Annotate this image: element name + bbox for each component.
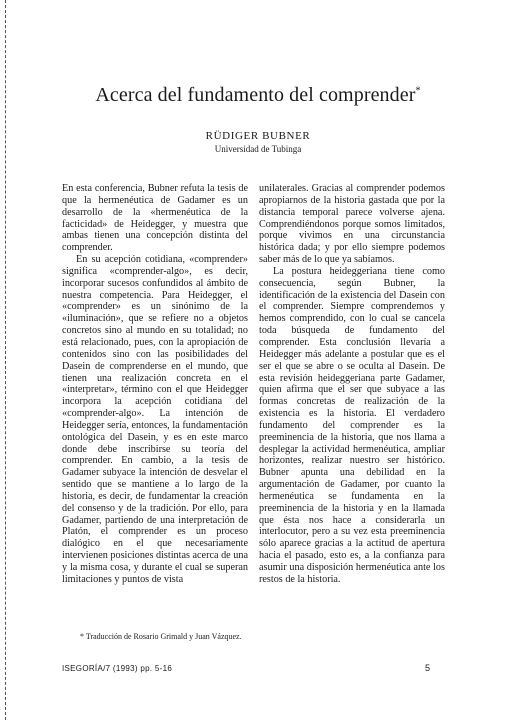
title-footnote-marker: * bbox=[415, 85, 421, 97]
paragraph: En esta conferencia, Bubner refuta la tesis de que la hermenéutica de Gadamer es un desarrollo de la «hermenéutica de la facticidad» de Heidegger, y muestra que ambas tienen una concepción distinta del comprender. bbox=[62, 183, 248, 254]
paragraph: unilaterales. Gracias al comprender podemos apropiarnos de la historia gastada que por la distancia temporal parece volverse ajena. Comprendiéndonos porque somos limitados, porque vivimos en una circunstancia histórica dada; y por ello siempre podemos saber más de lo que ya sabíamos. bbox=[259, 183, 445, 266]
page-margin-rule bbox=[5, 0, 6, 720]
abstract-column-right bbox=[259, 183, 445, 586]
abstract-column-left bbox=[62, 183, 248, 586]
footnote: * Traducción de Rosario Grimald y Juan Vázquez. bbox=[80, 632, 242, 641]
paragraph: La postura heideggeriana tiene como consecuencia, según Bubner, la identificación de la existencia del Dasein con el comprender. Siempre comprendemos y hemos comprendido, con lo cual se cancela toda búsqueda de fundamento del comprender. Esta conclusión llevaría a Heidegger más adelante a postular que es el ser el que se abre o se oculta al Dasein. De esta revisión heideggeriana parte Gadamer, quien afirma que el ser que subyace a las formas concretas de realización de la existencia es la historia. El verdadero fundamento del comprender es la preeminencia de la historia, que nos llama a desplegar la actividad hermenéutica, ampliar horizontes, realizar nuestro ser histórico. Bubner apunta una debilidad en la argumentación de Gadamer, por cuanto la hermenéutica se fundamenta en la preeminencia de la historia y en la llamada que ésta nos hace a considerarla un interlocutor, pero a su vez esta preeminencia sólo aparece gracias a la actitud de apertura hacia el pasado, esto es, a la confianza para asumir una disposición hermenéutica ante los restos de la historia. bbox=[259, 265, 445, 585]
paragraph: En su acepción cotidiana, «comprender» significa «comprender-algo», es decir, incorporar sucesos confundidos al ámbito de nuestra competencia. Para Heidegger, el «comprender» es un sinónimo de la «iluminación», que se refiere no a objetos concretos sino al mundo en su totalidad; no está relacionado, pues, con la apropiación de contenidos sino con las posibilidades del Dasein de comprenderse en el mundo, que tienen una realización concreta en el «interpretar», término con el que Heidegger incorpora la acepción cotidiana del «comprender-algo». La intención de Heidegger sería, entonces, la fundamentación ontológica del Dasein, y es en este marco donde debe inscribirse su teoría del comprender. En cambio, a la tesis de Gadamer subyace la intención de desvelar el sentido que se mantiene a lo largo de la historia, es decir, de fundamentar la creación del consenso y de la tradición. Por ello, para Gadamer, partiendo de una interpretación de Platón, el comprender es un proceso dialógico en el que necesariamente intervienen posiciones distintas acerca de una y la misma cosa, y durante el cual se superan limitaciones y puntos de vista bbox=[62, 254, 248, 585]
article-title bbox=[0, 84, 516, 107]
author-name: RÜDIGER BUBNER bbox=[205, 130, 311, 142]
title-text: Acerca del fundamento del comprender bbox=[95, 84, 416, 106]
page-number: 5 bbox=[425, 663, 431, 673]
author-affiliation: Universidad de Tubinga bbox=[214, 144, 302, 154]
journal-citation: ISEGORÍA/7 (1993) pp. 5-16 bbox=[62, 664, 173, 673]
